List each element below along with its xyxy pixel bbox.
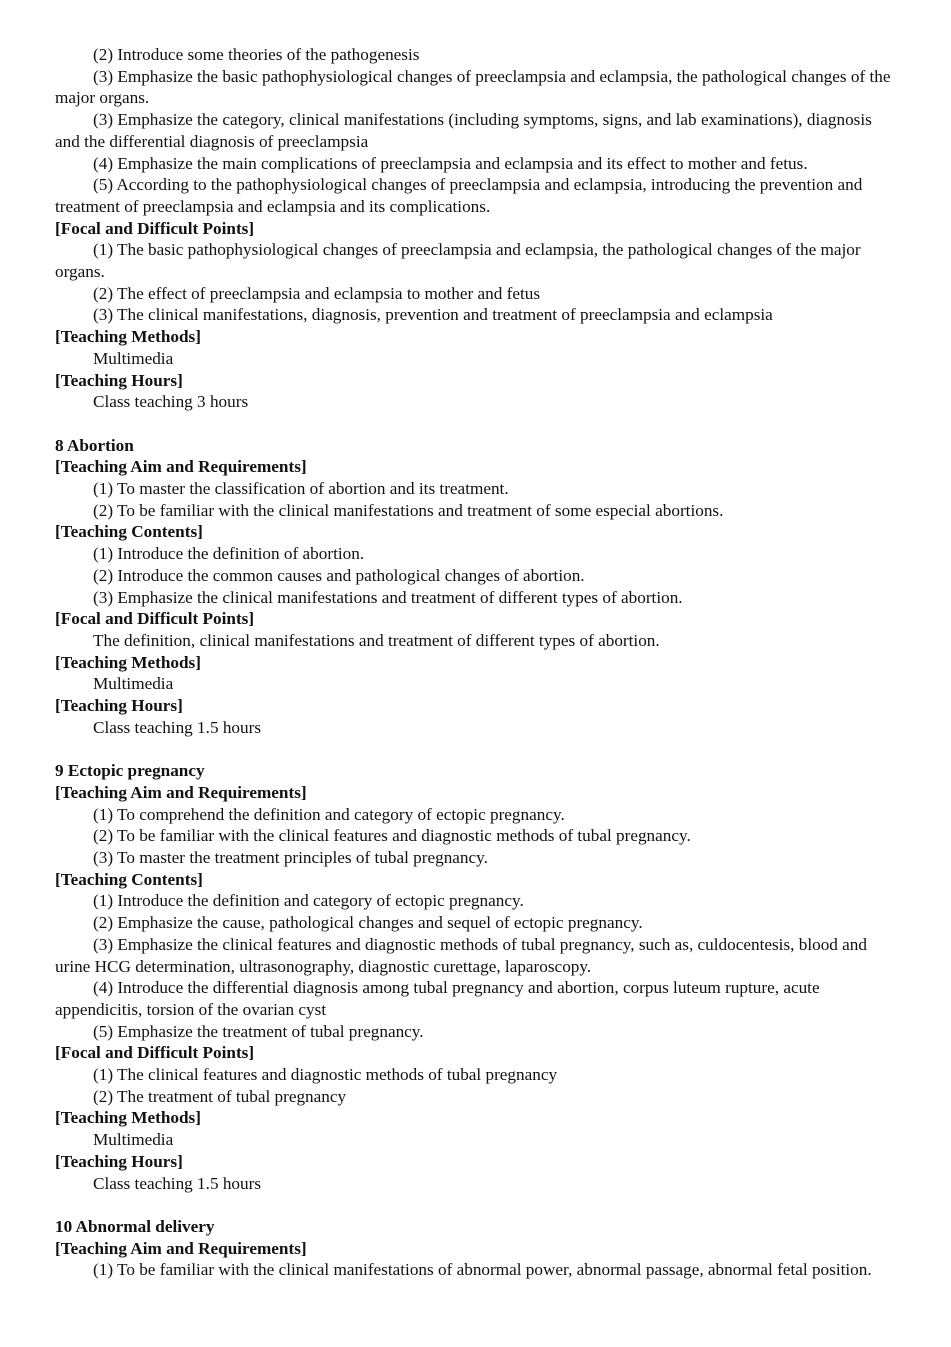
- content-item: (2) Introduce the common causes and pathological changes of abortion.: [93, 565, 585, 585]
- content-item: (5) According to the pathophysiological changes of preeclampsia and eclampsia, introducing the prevention and treatment of preeclampsia and eclampsia and its complications.: [55, 175, 863, 216]
- methods-heading: [Teaching Methods]: [55, 652, 201, 672]
- methods-text: Multimedia: [93, 348, 174, 368]
- methods-text: Multimedia: [93, 1130, 174, 1150]
- contents-heading: [Teaching Contents]: [55, 522, 203, 542]
- section-title: 10 Abnormal delivery: [55, 1216, 215, 1236]
- hours-heading: [Teaching Hours]: [55, 696, 183, 716]
- focal-item: (1) The clinical features and diagnostic methods of tubal pregnancy: [93, 1065, 558, 1085]
- content-item: (1) Introduce the definition of abortion.: [93, 544, 365, 564]
- section-spacer: [55, 738, 895, 760]
- hours-text: Class teaching 1.5 hours: [93, 717, 262, 737]
- content-item: (4) Emphasize the main complications of preeclampsia and eclampsia and its effect to mother and fetus.: [93, 153, 808, 173]
- hours-heading: [Teaching Hours]: [55, 1151, 183, 1171]
- content-item: (4) Introduce the differential diagnosis among tubal pregnancy and abortion, corpus luteum rupture, acute appendicitis, torsion of the ovarian cyst: [55, 978, 820, 1019]
- focal-heading: [Focal and Difficult Points]: [55, 218, 255, 238]
- focal-heading: [Focal and Difficult Points]: [55, 1043, 255, 1063]
- aim-item: (2) To be familiar with the clinical manifestations and treatment of some especial abortions.: [93, 500, 724, 520]
- section-spacer: [55, 413, 895, 435]
- content-item: (2) Introduce some theories of the pathogenesis: [93, 45, 420, 64]
- content-item: (3) Emphasize the category, clinical manifestations (including symptoms, signs, and lab examinations), diagnosis and the differential diagnosis of preeclampsia: [55, 110, 872, 151]
- content-item: (1) Introduce the definition and category of ectopic pregnancy.: [93, 891, 524, 911]
- aim-item: (1) To master the classification of abortion and its treatment.: [93, 479, 509, 499]
- aim-item: (1) To be familiar with the clinical manifestations of abnormal power, abnormal passage, abnormal fetal position.: [93, 1260, 872, 1280]
- hours-text: Class teaching 1.5 hours: [93, 1173, 262, 1193]
- focal-item: (1) The basic pathophysiological changes of preeclampsia and eclampsia, the pathological changes of the major organs.: [55, 240, 861, 282]
- hours-text: Class teaching 3 hours: [93, 392, 249, 412]
- focal-item: (2) The treatment of tubal pregnancy: [93, 1086, 347, 1106]
- methods-heading: [Teaching Methods]: [55, 1108, 201, 1128]
- section-title: 8 Abortion: [55, 435, 134, 455]
- section-spacer: [55, 1194, 895, 1216]
- aim-heading: [Teaching Aim and Requirements]: [55, 457, 307, 477]
- aim-item: (2) To be familiar with the clinical features and diagnostic methods of tubal pregnancy.: [93, 826, 691, 846]
- focal-heading: [Focal and Difficult Points]: [55, 609, 255, 629]
- hours-heading: [Teaching Hours]: [55, 370, 183, 390]
- aim-item: (3) To master the treatment principles of tubal pregnancy.: [93, 847, 488, 867]
- methods-text: Multimedia: [93, 674, 174, 694]
- content-item: (3) Emphasize the clinical manifestations and treatment of different types of abortion.: [93, 587, 683, 607]
- focal-text: The definition, clinical manifestations and treatment of different types of abortion.: [93, 630, 660, 650]
- focal-item: (2) The effect of preeclampsia and eclampsia to mother and fetus: [93, 283, 541, 303]
- aim-heading: [Teaching Aim and Requirements]: [55, 1238, 307, 1258]
- methods-heading: [Teaching Methods]: [55, 327, 201, 347]
- section-title: 9 Ectopic pregnancy: [55, 761, 205, 781]
- content-item: (3) Emphasize the clinical features and diagnostic methods of tubal pregnancy, such as, culdocentesis, blood and urine HCG determination, ultrasonography, diagnostic curettage, laparoscopy.: [55, 934, 867, 976]
- content-item: (3) Emphasize the basic pathophysiological changes of preeclampsia and eclampsia, the pathological changes of the major organs.: [55, 66, 891, 108]
- content-item: (5) Emphasize the treatment of tubal pregnancy.: [93, 1021, 424, 1041]
- contents-heading: [Teaching Contents]: [55, 869, 203, 889]
- aim-item: (1) To comprehend the definition and category of ectopic pregnancy.: [93, 804, 565, 824]
- aim-heading: [Teaching Aim and Requirements]: [55, 782, 307, 802]
- focal-item: (3) The clinical manifestations, diagnosis, prevention and treatment of preeclampsia and eclampsia: [93, 305, 773, 325]
- content-item: (2) Emphasize the cause, pathological changes and sequel of ectopic pregnancy.: [93, 913, 643, 933]
